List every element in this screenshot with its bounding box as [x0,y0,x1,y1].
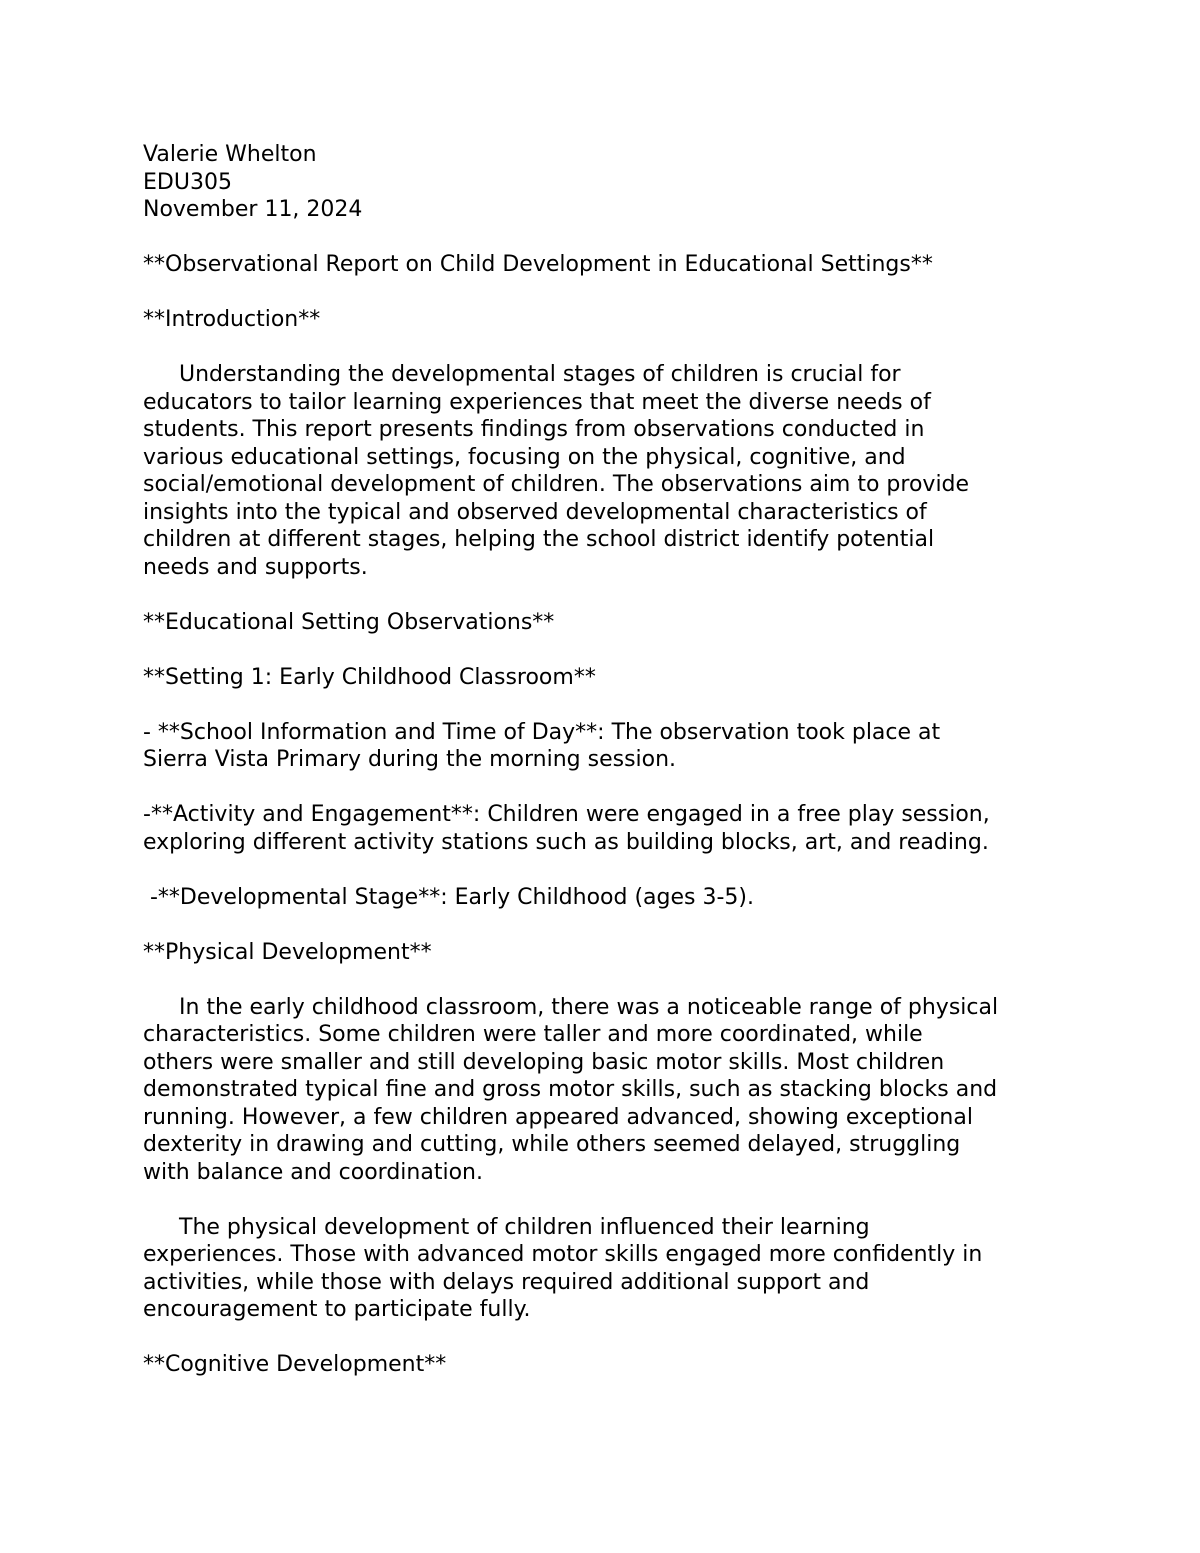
cognitive-heading: **Cognitive Development** [143,1352,447,1377]
physical-paragraph-2: The physical development of children influenced their learning experiences. Those with advanced motor skills engaged more confidently in activities, while those with delays required additional support and encouragement to participate fully. [143,1214,983,1322]
developmental-stage-item: -**Developmental Stage**: Early Childhood (ages 3-5). [143,884,754,910]
school-info-item: - **School Information and Time of Day**: The observation took place at Sierra Vista Primary during the morning session. [143,719,941,772]
observations-heading: **Educational Setting Observations** [143,609,555,635]
physical-paragraph-1: In the early childhood classroom, there was a noticeable range of physical characteristics. Some children were taller and more coordinated, while others were smaller and still developing basic motor skills. Most children demonstrated typical fine and gross motor skills, such as stacking blocks and running. However, a few children appeared advanced, showing exceptional dexterity in drawing and cutting, while others seemed delayed, struggling with balance and coordination. [143,994,999,1185]
report-date: November 11, 2024 [143,197,363,222]
physical-heading: **Physical Development** [143,939,432,965]
course-code: EDU305 [143,169,232,195]
activity-item: -**Activity and Engagement**: Children were engaged in a free play session, exploring different activity stations such as building blocks, art, and reading. [143,802,990,855]
author-name: Valerie Whelton [143,142,317,167]
introduction-heading: **Introduction** [143,307,321,332]
report-title: **Observational Report on Child Development in Educational Settings** [143,252,933,277]
introduction-paragraph: Understanding the developmental stages of children is crucial for educators to tailor learning experiences that meet the diverse needs of students. This report presents findings from observations conducted in various educational settings, focusing on the physical, cognitive, and social/emotional development of children. The observations aim to provide insights into the typical and observed developmental characteristics of children at different stages, helping the school district identify potential needs and supports. [143,362,970,580]
document-body [143,141,1083,1379]
setting1-heading: **Setting 1: Early Childhood Classroom** [143,664,596,690]
